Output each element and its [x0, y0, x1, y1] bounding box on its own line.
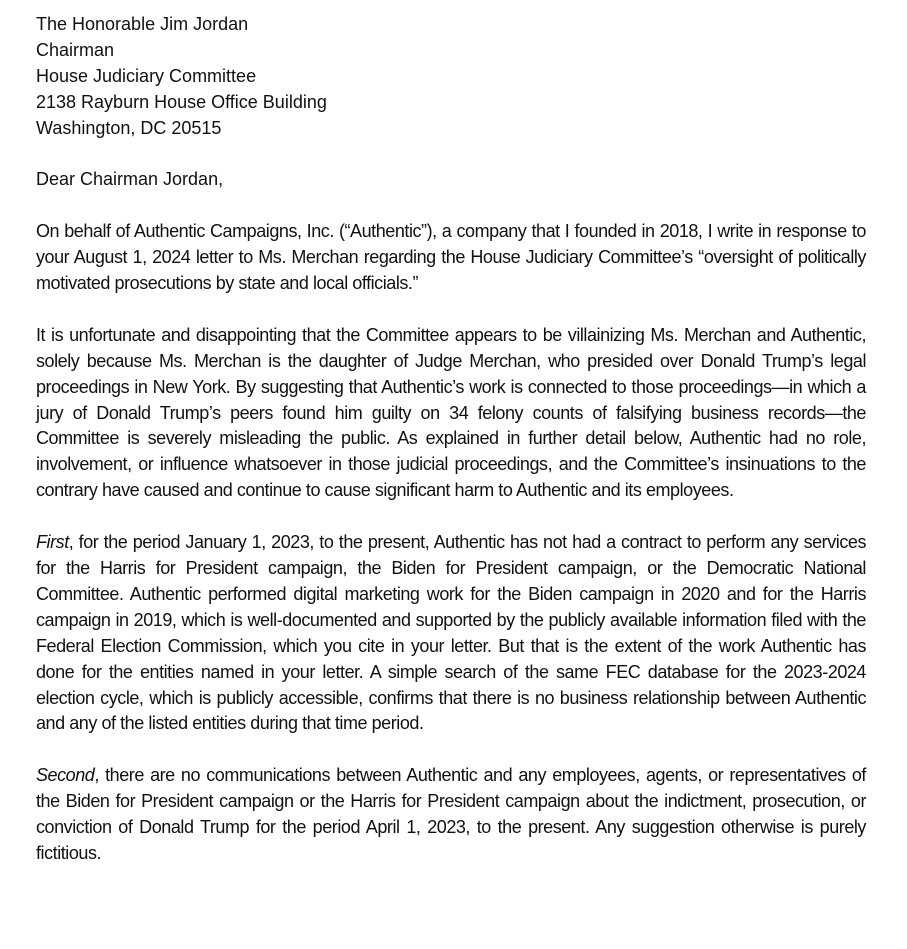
recipient-name: The Honorable Jim Jordan [36, 14, 249, 34]
salutation: Dear Chairman Jordan, [36, 169, 224, 190]
paragraph-text: , there are no communications between Authentic and any employees, agents, or representatives of the Biden for President campaign or the Harris for President campaign about the indictment, prosecution, or conviction of Donald Trump for the period April 1, 2023, to the present. Any suggestion otherwise is purely fictitious. [36, 765, 866, 863]
paragraph-text: On behalf of Authentic Campaigns, Inc. (“Authentic”), a company that I founded in 2018, I write in response to your August 1, 2024 letter to Ms. Merchan regarding the House Judiciary Committee’s “oversight of politically motivated prosecutions by state and local officials.” [36, 221, 866, 294]
recipient-organization: House Judiciary Committee [36, 65, 257, 86]
paragraph-text: It is unfortunate and disappointing that the Committee appears to be villainizing Ms. Merchan and Authentic, solely because Ms. Merchan is the daughter of Judge Merchan, who presided over Donald Trump’s legal proceedings in New York. By suggesting that Authentic’s work is connected to those proceedings—in which a jury of Donald Trump’s peers found him guilty on 34 felony counts of falsifying business records—the Committee is severely misleading the public. As explained in further detail below, Authentic had no role, involvement, or influence whatsoever in those judicial proceedings, and the Committee’s insinuations to the contrary have caused and continue to cause significant harm to Authentic and its employees. [36, 324, 866, 501]
paragraph-lead-italic: First [36, 532, 69, 553]
paragraph-context [36, 323, 866, 504]
recipient-city-state-zip: Washington, DC 20515 [36, 117, 222, 138]
recipient-street: 2138 Rayburn House Office Building [36, 91, 327, 112]
recipient-title: Chairman [36, 39, 115, 60]
paragraph-intro [36, 219, 866, 297]
letter-page [36, 12, 866, 867]
recipient-address-block [36, 12, 866, 142]
paragraph-lead-italic: Second [36, 765, 95, 786]
paragraph-first-point [36, 530, 866, 737]
paragraph-text: , for the period January 1, 2023, to the present, Authentic has not had a contract to perform any services for the Harris for President campaign, the Biden for President campaign, or the Democratic National Committee. Authentic performed digital marketing work for the Biden campaign in 2020 and for the Harris campaign in 2019, which is well-documented and supported by the publicly available information filed with the Federal Election Commission, which you cite in your letter. But that is the extent of the work Authentic has done for the entities named in your letter. A simple search of the same FEC database for the 2023-2024 election cycle, which is publicly accessible, confirms that there is no business relationship between Authentic and any of the listed entities during that time period. [36, 532, 866, 734]
paragraph-second-point [36, 763, 866, 867]
